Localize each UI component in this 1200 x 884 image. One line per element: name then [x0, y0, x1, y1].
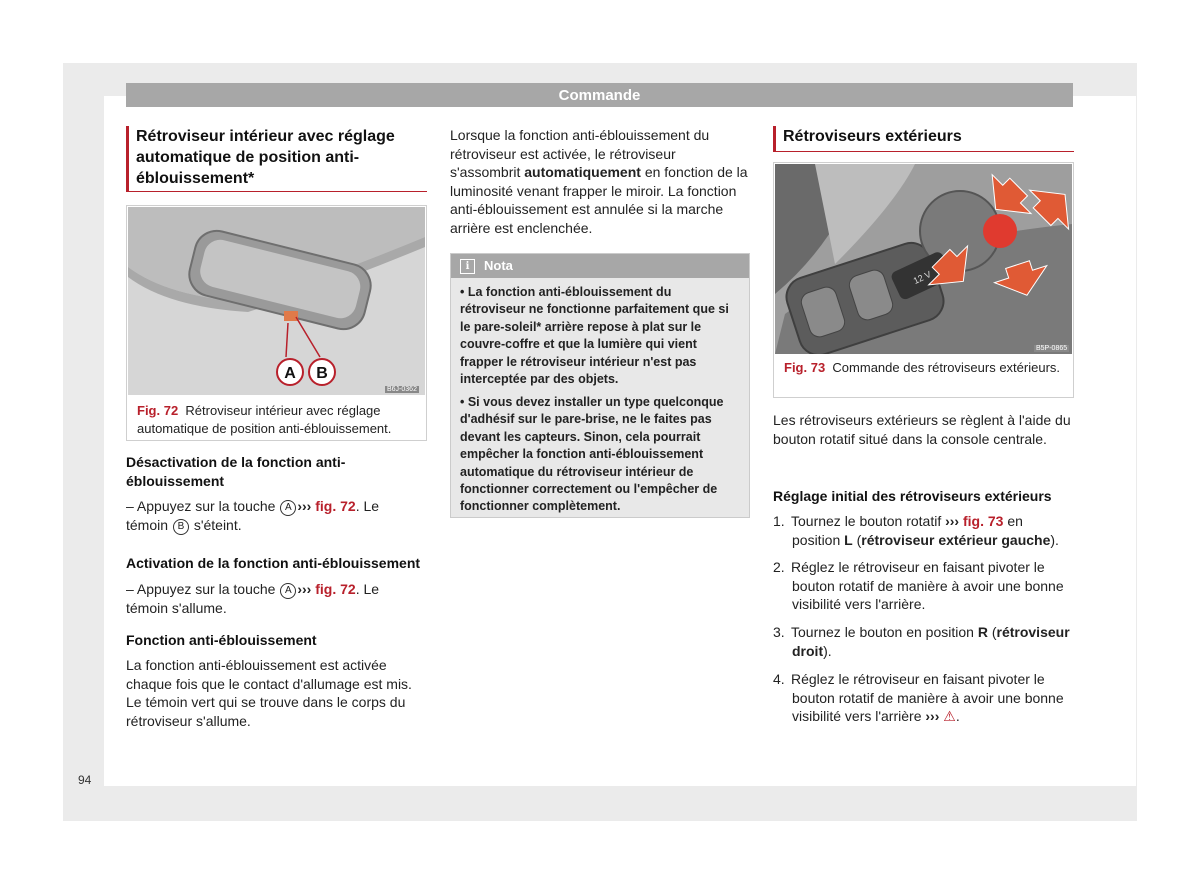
fig-72-link[interactable]: fig. 72: [315, 498, 356, 514]
deactivation-heading: Désactivation de la fonction anti-éblouissement: [126, 454, 346, 489]
figure-code: B5P-0865: [1036, 345, 1068, 352]
figure-code: B6J-0362: [387, 386, 417, 393]
note-box: [450, 253, 750, 518]
note-item-2: • Si vous devez installer un type quelconque d'adhésif sur le pare-brise, ne le faites pas devant les capteurs. Sinon, cela pourrait empêcher la fonction anti-éblouissement automatique du rétroviseur intérieur de fonctionner correctement ou l'empêcher de fonctionner complètement.: [460, 395, 724, 514]
step-2: 2. Réglez le rétroviseur en faisant pivoter le bouton rotatif de manière à avoir une bonne visibilité vers l'arrière.: [773, 559, 1064, 613]
note-title: Nota: [484, 258, 513, 273]
activation-heading: Activation de la fonction anti-éblouissement: [126, 555, 421, 571]
function-heading: Fonction anti-éblouissement: [126, 632, 317, 648]
initial-setting-heading: Réglage initial des rétroviseurs extérieurs: [773, 488, 1052, 504]
mirror-control-illustration: [775, 164, 1072, 354]
label-b: B: [316, 365, 328, 382]
rotary-knob: [983, 214, 1017, 248]
auto-dimming-paragraph: Lorsque la fonction anti-éblouissement du rétroviseur est activée, le rétroviseur s'assombrit automatiquement en fonction de la luminosité venant frapper le miroir. La fonction anti-éblouissement est annulée si la marche arrière est enclenchée.: [450, 127, 748, 236]
exterior-intro: Les rétroviseurs extérieurs se règlent à l'aide du bouton rotatif situé dans la console centrale.: [773, 412, 1071, 447]
figure-caption-text: Commande des rétroviseurs extérieurs.: [832, 360, 1061, 375]
info-icon: i: [460, 259, 475, 274]
figure-73-image: [775, 164, 1072, 354]
section-title-interior-mirror: Rétroviseur intérieur avec réglage automatique de position anti-éblouissement*: [126, 126, 427, 192]
figure-caption: [137, 402, 419, 437]
fig-72-link[interactable]: fig. 72: [315, 581, 356, 597]
figure-72: [126, 205, 427, 441]
page-header: Commande: [126, 83, 1073, 107]
figure-caption: [784, 359, 1066, 377]
step-3: 3. Tournez le bouton en position R (rétroviseur droit).: [773, 624, 1070, 659]
indicator-b-symbol: B: [173, 519, 189, 535]
fig-73-link[interactable]: fig. 73: [963, 513, 1004, 529]
step-4: 4. Réglez le rétroviseur en faisant pivoter le bouton rotatif de manière à avoir une bonne visibilité vers l'arrière ››› ⚠.: [773, 671, 1064, 725]
figure-72-image: [128, 207, 425, 395]
function-text: La fonction anti-éblouissement est activée chaque fois que le contact d'allumage est mis. Le témoin vert qui se trouve dans le corps du rétroviseur s'allume.: [126, 657, 412, 729]
deactivation-text: – Appuyez sur la touche A ››› fig. 72. Le témoin B s'éteint.: [126, 498, 380, 533]
page-number: 94: [78, 773, 92, 787]
note-header: [451, 254, 749, 278]
button-a-symbol: A: [280, 500, 296, 516]
sensor-led: [284, 311, 298, 321]
label-a: A: [284, 365, 296, 382]
figure-number: Fig. 73: [784, 360, 826, 375]
socket-label: 12 V: [911, 269, 933, 286]
note-item-1: • La fonction anti-éblouissement du rétroviseur ne fonctionne parfaitement que si le pare-soleil* arrière repose à plat sur le couvre-coffre et que la lumière qui vient frapper le rétroviseur intérieur n'est pas interceptée par des objets.: [460, 285, 729, 387]
figure-73: [773, 162, 1074, 398]
button-a-symbol: A: [280, 583, 296, 599]
warning-icon[interactable]: ⚠: [943, 708, 956, 725]
figure-number: Fig. 72: [137, 403, 179, 418]
interior-mirror-illustration: [128, 207, 425, 395]
figure-caption-text: Rétroviseur intérieur avec réglage automatique de position anti-éblouissement.: [137, 403, 392, 436]
section-title-exterior-mirrors: Rétroviseurs extérieurs: [773, 126, 1074, 152]
step-1: 1. Tournez le bouton rotatif ››› fig. 73 en position L (rétroviseur extérieur gauche).: [773, 513, 1059, 548]
activation-text: – Appuyez sur la touche A ››› fig. 72. Le témoin s'allume.: [126, 581, 380, 616]
